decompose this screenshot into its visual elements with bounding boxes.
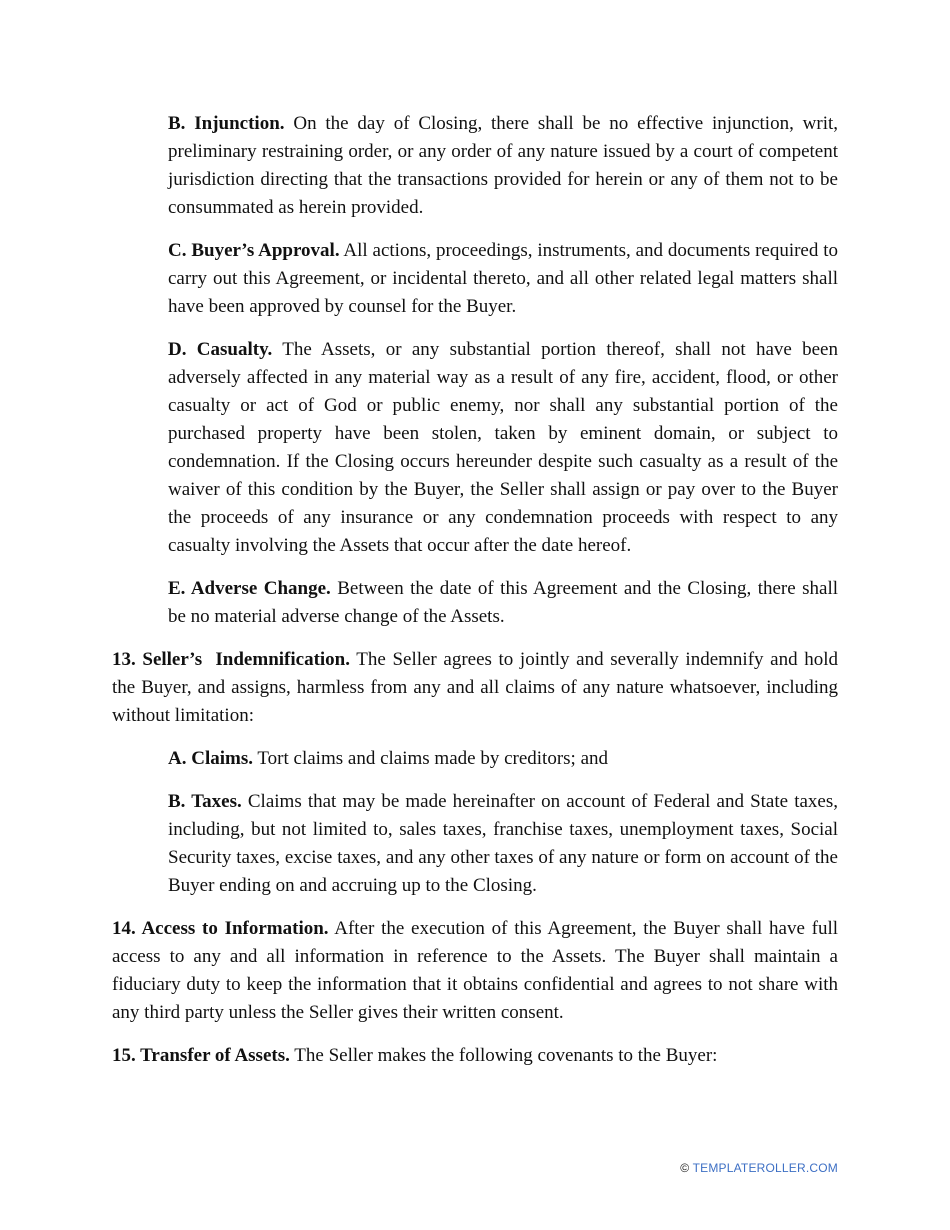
section-15-transfer-of-assets — [112, 1042, 838, 1070]
paragraph-heading: E. Adverse Change. — [168, 578, 331, 599]
copyright-symbol: © — [680, 1161, 690, 1175]
paragraph-heading: B. Injunction. — [168, 113, 285, 134]
section-heading: 13. Seller’s Indemnification. — [112, 649, 350, 670]
paragraph-d-casualty — [168, 336, 838, 560]
templateroller-link[interactable]: TEMPLATEROLLER.COM — [692, 1161, 838, 1175]
section-13-sellers-indemnification — [112, 646, 838, 730]
paragraph-heading: A. Claims. — [168, 748, 253, 769]
section-text: The Seller agrees to jointly and severally indemnify and hold the Buyer, and assigns, harmless from any and all claims of any nature whatsoever, including without limitation: — [112, 649, 838, 726]
paragraph-text: On the day of Closing, there shall be no effective injunction, writ, preliminary restraining order, or any order of any nature issued by a court of competent jurisdiction directing that the transactions provided for herein or any of them not to be consummated as herein provided. — [168, 113, 839, 218]
paragraph-b-taxes — [168, 788, 838, 900]
paragraph-e-adverse-change — [168, 575, 838, 631]
paragraph-text: All actions, proceedings, instruments, and documents required to carry out this Agreement, or incidental thereto, and all other related legal matters shall have been approved by counsel for the Buyer. — [168, 240, 839, 317]
section-text: After the execution of this Agreement, the Buyer shall have full access to any and all information in reference to the Assets. The Buyer shall maintain a fiduciary duty to keep the information that it obtains confidential and agrees to not share with any third party unless the Seller gives their written consent. — [112, 918, 839, 1023]
section-heading: 14. Access to Information. — [112, 918, 329, 939]
paragraph-heading: C. Buyer’s Approval. — [168, 240, 340, 261]
section-text: The Seller makes the following covenants to the Buyer: — [294, 1045, 718, 1066]
paragraph-text: Tort claims and claims made by creditors; and — [257, 748, 608, 769]
paragraph-text: Claims that may be made hereinafter on account of Federal and State taxes, including, but not limited to, sales taxes, franchise taxes, unemployment taxes, Social Security taxes, excise taxes, and any other taxes of any nature or form on account of the Buyer ending on and accruing up to the Closing. — [168, 791, 839, 896]
paragraph-a-claims — [168, 745, 838, 773]
paragraph-heading: D. Casualty. — [168, 339, 273, 360]
section-14-access-to-information — [112, 915, 838, 1027]
footer-copyright — [680, 1154, 838, 1182]
paragraph-b-injunction — [168, 110, 838, 222]
paragraph-heading: B. Taxes. — [168, 791, 242, 812]
paragraph-c-buyers-approval — [168, 237, 838, 321]
paragraph-text: The Assets, or any substantial portion thereof, shall not have been adversely affected in any material way as a result of any fire, accident, flood, or other casualty or act of God or public enemy, nor shall any substantial portion of the purchased property have been stolen, taken by eminent domain, or subject to condemnation. If the Closing occurs hereunder despite such casualty as a result of the waiver of this condition by the Buyer, the Seller shall assign or pay over to the Buyer the proceeds of any insurance or any condemnation proceeds with respect to any casualty involving the Assets that occur after the date hereof. — [168, 339, 838, 556]
document-body — [112, 110, 838, 1085]
paragraph-text: Between the date of this Agreement and the Closing, there shall be no material adverse change of the Assets. — [168, 578, 838, 627]
section-heading: 15. Transfer of Assets. — [112, 1045, 290, 1066]
